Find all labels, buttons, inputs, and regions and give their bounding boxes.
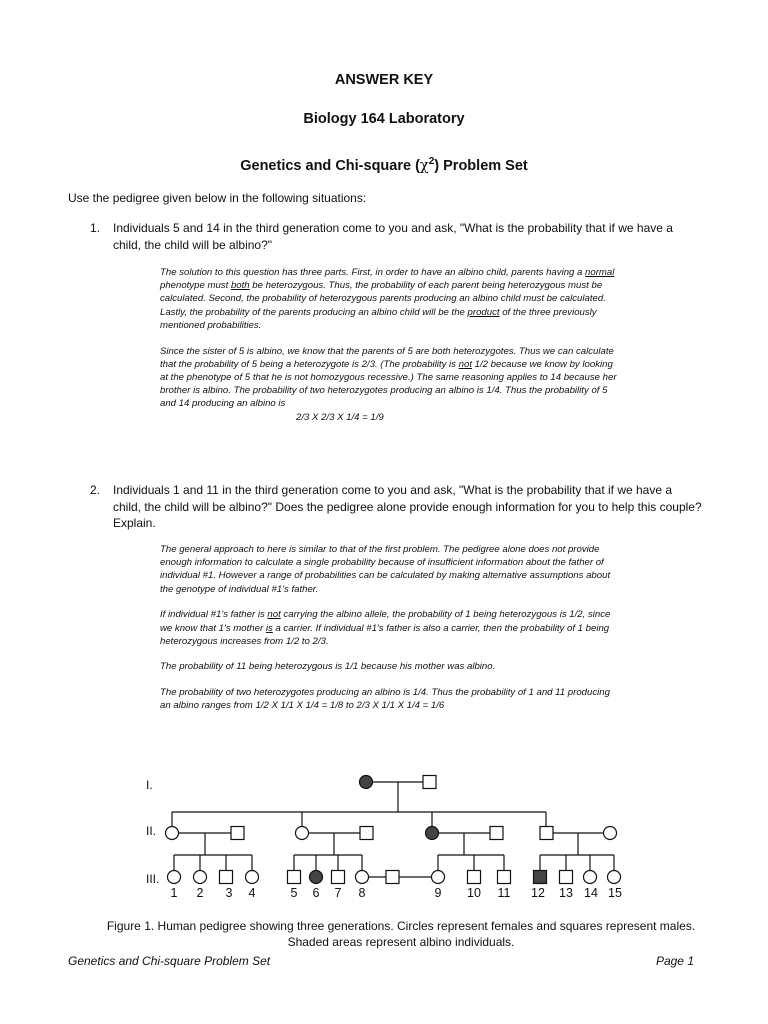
gen3-individual-15 bbox=[608, 871, 621, 884]
q2-answer-paragraph-4: The probability of two heterozygotes producing an albino is 1/4. Thus the probability of 1 and 11 producing an albino ranges from 1/2 X 1/1 X 1/4 = 1/8 to 2/3 X 1/1 X 1/4 = 1/6 bbox=[160, 687, 610, 712]
gen3-individual-14 bbox=[584, 871, 597, 884]
q2-number: 2. bbox=[90, 483, 101, 497]
gen3-individual-1 bbox=[168, 871, 181, 884]
title-post: ) Problem Set bbox=[434, 157, 528, 174]
gen2-female-c-albino bbox=[426, 827, 439, 840]
gen2-female-d bbox=[604, 827, 617, 840]
gen2-male-c bbox=[490, 827, 503, 840]
title-pre: Genetics and Chi-square ( bbox=[240, 157, 420, 174]
gen3-individual-11 bbox=[498, 871, 511, 884]
chi-superscript: 2 bbox=[428, 156, 435, 167]
gen3-spouse-of-8 bbox=[386, 871, 399, 884]
footer-title: Genetics and Chi-square Problem Set bbox=[68, 954, 271, 968]
generation-label-2: II. bbox=[146, 824, 157, 838]
individual-number-11: 11 bbox=[497, 886, 511, 900]
gen3-individual-5 bbox=[288, 871, 301, 884]
individual-number-5: 5 bbox=[290, 886, 298, 900]
q2-answer-paragraph-2: If individual #1's father is not carrying the albino allele, the probability of 1 being heterozygous is 1/2, since we know that 1's mother is a carrier. If individual #1's father is also a carrier, then the probability of 1 being heterozygous increases from 1/2 to 2/3. bbox=[160, 609, 611, 647]
generation-label-3: III. bbox=[146, 872, 160, 886]
gen3-individual-12-albino bbox=[534, 871, 547, 884]
gen3-individual-13 bbox=[560, 871, 573, 884]
gen3-individual-4 bbox=[246, 871, 259, 884]
gen3-individual-9 bbox=[432, 871, 445, 884]
q1-text: Individuals 5 and 14 in the third generation come to you and ask, "What is the probability that if we have a child, the child will be albino?" bbox=[113, 221, 673, 252]
gen3-individual-8 bbox=[356, 871, 369, 884]
gen3-individual-10 bbox=[468, 871, 481, 884]
intro-text: Use the pedigree given below in the following situations: bbox=[68, 191, 367, 205]
gen3-individual-3 bbox=[220, 871, 233, 884]
course-heading: Biology 164 Laboratory bbox=[303, 111, 465, 127]
q1-answer-paragraph-2: Since the sister of 5 is albino, we know that the parents of 5 are both heterozygotes. Thus we can calculate that the probability of 5 being a heterozygote is 2/3. (The probability is not 1/2 because we know by looking at the phenotype of 5 that he is not homozygous recessive.) The same reasoning applies to 14 because her brother is albino. The probability of two heterozygotes producing an albino is 1/4. Thus the probability of 5 and 14 producing an albino is 2/3 X 2/3 X 1/4 = 1/9 bbox=[160, 345, 622, 424]
pedigree-figure bbox=[0, 760, 768, 905]
gen1-female-albino bbox=[360, 776, 373, 789]
individual-number-10: 10 bbox=[467, 886, 481, 900]
q1-number: 1. bbox=[90, 221, 101, 235]
individual-number-8: 8 bbox=[358, 886, 366, 900]
gen2-male-b bbox=[360, 827, 373, 840]
generation-label-1: I. bbox=[146, 778, 153, 792]
q1-equation: 2/3 X 2/3 X 1/4 = 1/9 bbox=[296, 411, 384, 423]
gen2-female-a bbox=[166, 827, 179, 840]
individual-number-12: 12 bbox=[531, 886, 545, 900]
gen2-female-b bbox=[296, 827, 309, 840]
q2-answer bbox=[160, 543, 622, 725]
q2-answer-paragraph-1: The general approach to here is similar to that of the first problem. The pedigree alone does not provide enough information to calculate a single probability because of insufficient information about the father of individual #1. However a range of probabilities can be calculated by making alternative assumptions about the genotype of individual #1's father. bbox=[160, 544, 611, 595]
individual-number-6: 6 bbox=[312, 886, 320, 900]
gen3-individual-6-albino bbox=[310, 871, 323, 884]
gen3-individual-7 bbox=[332, 871, 345, 884]
problem-set-title bbox=[0, 156, 768, 174]
individual-number-1: 1 bbox=[170, 886, 178, 900]
individual-number-15: 15 bbox=[608, 886, 622, 900]
q2-answer-paragraph-3: The probability of 11 being heterozygous is 1/1 because his mother was albino. bbox=[160, 661, 496, 673]
individual-number-9: 9 bbox=[434, 886, 442, 900]
q1-answer-paragraph-1: The solution to this question has three parts. First, in order to have an albino child, parents having a normal phenotype must both be heterozygous. Thus, the probability of each parent being heterozygous must be calculated. Second, the probability of heterozygous parents producing an albino child must be calculated. Lastly, the probability of the parents producing an albino child will be the product of the three previously mentioned probabilities. bbox=[160, 267, 615, 331]
gen2-male-d bbox=[540, 827, 553, 840]
individual-number-7: 7 bbox=[334, 886, 342, 900]
individual-number-4: 4 bbox=[248, 886, 256, 900]
individual-number-2: 2 bbox=[196, 886, 204, 900]
q2-text: Individuals 1 and 11 in the third generation come to you and ask, "What is the probability that if we have a child, the child will be albino?" Does the pedigree alone provide enough information for you to help this couple? Explain. bbox=[113, 483, 702, 530]
gen2-male-a bbox=[231, 827, 244, 840]
q1-answer bbox=[160, 266, 622, 436]
individual-number-14: 14 bbox=[584, 886, 598, 900]
gen1-male bbox=[423, 776, 436, 789]
page-number: Page 1 bbox=[655, 954, 694, 968]
gen3-individual-2 bbox=[194, 871, 207, 884]
individual-number-3: 3 bbox=[225, 886, 233, 900]
figure-caption: Figure 1. Human pedigree showing three generations. Circles represent females and squares represent males. Shaded areas represent albino individuals. bbox=[106, 919, 696, 949]
chi-symbol: χ bbox=[419, 157, 429, 174]
individual-number-13: 13 bbox=[559, 886, 573, 900]
answer-key-heading: ANSWER KEY bbox=[334, 72, 434, 88]
